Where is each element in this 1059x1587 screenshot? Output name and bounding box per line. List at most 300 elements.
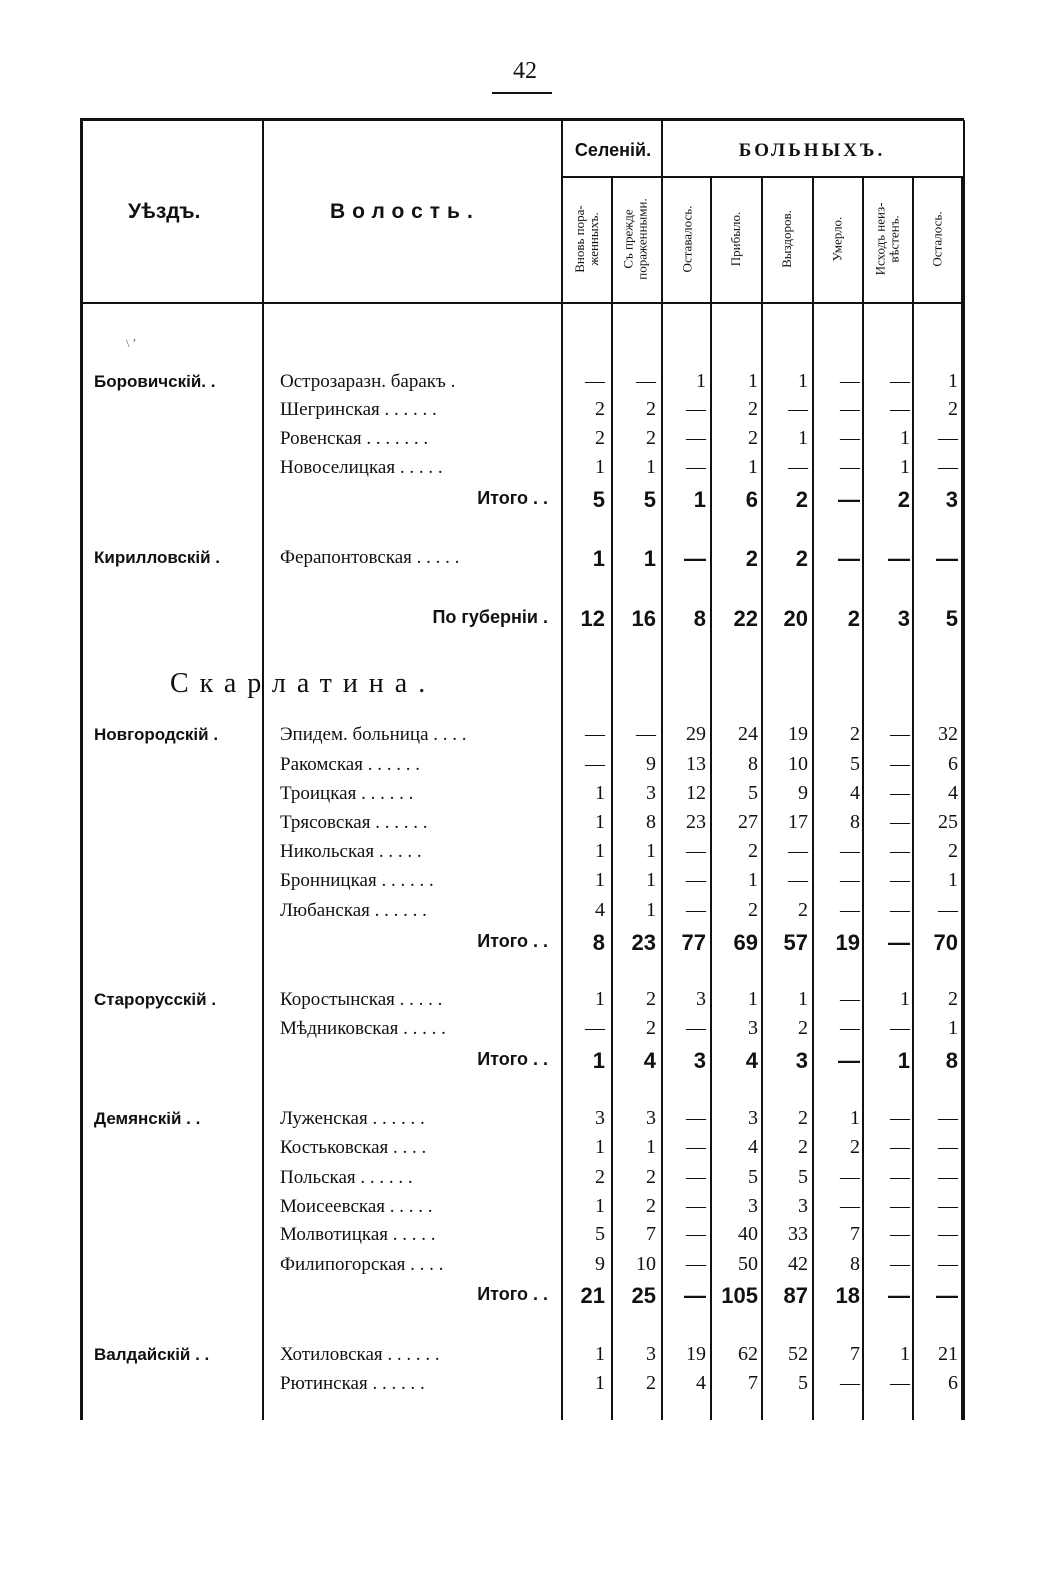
column-header	[612, 180, 660, 298]
cell-value: 2	[646, 988, 656, 1010]
cell-value: 1	[595, 1372, 605, 1394]
uezd-name: Кирилловскій .	[94, 548, 221, 567]
cell-value: —	[936, 1283, 958, 1308]
page-number-rule	[492, 92, 552, 94]
cell-value: 105	[721, 1283, 758, 1308]
total-row	[0, 929, 1059, 957]
cell-value: 2	[748, 398, 758, 420]
cell-value: 5	[595, 1223, 605, 1245]
volost-name: Троицкая . . . . . .	[280, 783, 414, 804]
cell-value: —	[890, 1372, 910, 1394]
cell-value: —	[890, 398, 910, 420]
cell-value: —	[838, 487, 860, 512]
cell-value: —	[890, 1223, 910, 1245]
cell-value: 42	[788, 1253, 808, 1275]
cell-value: 18	[835, 1283, 860, 1308]
cell-value: 24	[738, 723, 758, 745]
cell-value: 3	[748, 1017, 758, 1039]
cell-value: 1	[798, 988, 808, 1010]
cell-value: —	[585, 723, 605, 745]
table-row	[0, 987, 1059, 1015]
cell-value: 5	[798, 1166, 808, 1188]
cell-value: 1	[595, 456, 605, 478]
cell-value: 52	[788, 1343, 808, 1365]
cell-value: 10	[636, 1253, 656, 1275]
cell-value: 7	[850, 1343, 860, 1365]
cell-value: 7	[850, 1223, 860, 1245]
cell-value: —	[890, 370, 910, 392]
cell-value: 2	[798, 899, 808, 921]
table-row	[0, 397, 1059, 425]
volost-name: Острозаразн. баракъ .	[280, 371, 456, 392]
cell-value: 1	[646, 456, 656, 478]
cell-value: —	[890, 1017, 910, 1039]
cell-value: 7	[646, 1223, 656, 1245]
volost-name: Ровенская . . . . . . .	[280, 428, 429, 449]
cell-value: —	[840, 840, 860, 862]
cell-value: 1	[595, 1343, 605, 1365]
cell-value: —	[840, 1017, 860, 1039]
total-row	[0, 1047, 1059, 1075]
cell-value: —	[636, 370, 656, 392]
table-row	[0, 1194, 1059, 1222]
cell-value: 2	[646, 427, 656, 449]
cell-value: —	[938, 1136, 958, 1158]
cell-value: 3	[748, 1107, 758, 1129]
cell-value: —	[686, 1166, 706, 1188]
cell-value: 1	[592, 546, 605, 571]
cell-value: 1	[748, 370, 758, 392]
volost-name: Мѣдниковская . . . . .	[280, 1018, 446, 1039]
cell-value: 32	[938, 723, 958, 745]
cell-value: 3	[646, 1107, 656, 1129]
cell-value: 69	[733, 930, 758, 955]
column-group-rule	[563, 176, 963, 178]
cell-value: —	[686, 869, 706, 891]
table-row	[0, 1371, 1059, 1399]
column-header-label: Вновь пора- женныхъ.	[572, 205, 602, 273]
cell-value: —	[938, 1107, 958, 1129]
cell-value: —	[936, 546, 958, 571]
cell-value: 3	[795, 1048, 808, 1073]
cell-value: —	[840, 899, 860, 921]
cell-value: —	[890, 1253, 910, 1275]
cell-value: —	[585, 370, 605, 392]
cell-value: 17	[788, 811, 808, 833]
cell-value: 8	[748, 753, 758, 775]
cell-value: 1	[897, 1048, 910, 1073]
volost-name: Рютинская . . . . . .	[280, 1373, 425, 1394]
cell-value: —	[888, 546, 910, 571]
cell-value: 5	[592, 487, 605, 512]
cell-value: 77	[681, 930, 706, 955]
header-bolnykh: БОЛЬНЫХЪ.	[738, 140, 886, 161]
cell-value: —	[890, 811, 910, 833]
column-header-label: Выздоров.	[779, 210, 794, 268]
volost-name: Луженская . . . . . .	[280, 1108, 425, 1129]
cell-value: —	[686, 1107, 706, 1129]
cell-value: 1	[900, 1343, 910, 1365]
cell-value: —	[840, 1372, 860, 1394]
volost-name: Шегринская . . . . . .	[280, 399, 437, 420]
table-row	[0, 1342, 1059, 1370]
uezd-name: Демянскій . .	[94, 1109, 201, 1128]
cell-value: 20	[783, 606, 808, 631]
cell-value: 19	[835, 930, 860, 955]
cell-value: 1	[798, 427, 808, 449]
cell-value: —	[788, 398, 808, 420]
cell-value: 8	[693, 606, 706, 631]
cell-value: 2	[646, 1372, 656, 1394]
cell-value: 2	[646, 398, 656, 420]
column-header	[863, 180, 911, 298]
cell-value: 2	[646, 1166, 656, 1188]
cell-value: 2	[798, 1017, 808, 1039]
cell-value: —	[890, 1136, 910, 1158]
table-row	[0, 868, 1059, 896]
volost-name: Любанская . . . . . .	[280, 900, 427, 921]
cell-value: 3	[945, 487, 958, 512]
cell-value: 4	[850, 782, 860, 804]
cell-value: —	[684, 1283, 706, 1308]
cell-value: 3	[693, 1048, 706, 1073]
column-header	[914, 180, 962, 298]
cell-value: 2	[847, 606, 860, 631]
section-title-scarlatina: Скарлатина.	[170, 668, 437, 699]
total-label: Итого . .	[477, 1049, 548, 1069]
cell-value: 4	[595, 899, 605, 921]
cell-value: 3	[646, 782, 656, 804]
cell-value: —	[636, 723, 656, 745]
total-row	[0, 1282, 1059, 1310]
cell-value: —	[838, 1048, 860, 1073]
cell-value: 1	[646, 840, 656, 862]
cell-value: 1	[646, 899, 656, 921]
uezd-name: Валдайскій . .	[94, 1345, 210, 1364]
cell-value: 2	[748, 840, 758, 862]
cell-value: 3	[595, 1107, 605, 1129]
cell-value: 1	[595, 811, 605, 833]
volost-name: Новоселицкая . . . . .	[280, 457, 443, 478]
total-label: Итого . .	[477, 931, 548, 951]
cell-value: 1	[595, 988, 605, 1010]
cell-value: 2	[850, 723, 860, 745]
cell-value: 2	[646, 1017, 656, 1039]
cell-value: 23	[631, 930, 656, 955]
column-header-label: Умерло.	[829, 216, 844, 262]
cell-value: —	[938, 427, 958, 449]
cell-value: 2	[948, 398, 958, 420]
uezd-name: Старорусскій .	[94, 990, 217, 1009]
cell-value: 4	[643, 1048, 656, 1073]
cell-value: 2	[745, 546, 758, 571]
cell-value: —	[788, 869, 808, 891]
volost-name: Костьковская . . . .	[280, 1137, 427, 1158]
cell-value: 5	[748, 782, 758, 804]
volost-name: Молвотицкая . . . . .	[280, 1224, 436, 1245]
cell-value: —	[890, 869, 910, 891]
table-row	[0, 781, 1059, 809]
cell-value: 10	[788, 753, 808, 775]
table-row	[0, 455, 1059, 483]
column-header	[813, 180, 861, 298]
cell-value: 2	[850, 1136, 860, 1158]
cell-value: 21	[938, 1343, 958, 1365]
cell-value: 3	[696, 988, 706, 1010]
cell-value: 8	[945, 1048, 958, 1073]
cell-value: 62	[738, 1343, 758, 1365]
stray-mark: \ ʼ	[126, 336, 137, 350]
cell-value: 70	[933, 930, 958, 955]
table-row	[0, 752, 1059, 780]
cell-value: 2	[595, 398, 605, 420]
cell-value: —	[890, 753, 910, 775]
cell-value: —	[686, 427, 706, 449]
cell-value: 3	[646, 1343, 656, 1365]
table-row	[0, 810, 1059, 838]
table-row	[0, 1252, 1059, 1280]
table-row	[0, 1106, 1059, 1134]
cell-value: 6	[948, 1372, 958, 1394]
cell-value: —	[938, 1195, 958, 1217]
cell-value: 22	[733, 606, 758, 631]
cell-value: 2	[748, 427, 758, 449]
cell-value: —	[686, 1136, 706, 1158]
cell-value: 3	[897, 606, 910, 631]
cell-value: —	[938, 1166, 958, 1188]
cell-value: 1	[595, 782, 605, 804]
cell-value: 23	[686, 811, 706, 833]
table-row	[0, 722, 1059, 750]
uezd-name: Боровичскій. .	[94, 372, 216, 391]
cell-value: 9	[646, 753, 656, 775]
table-top-rule	[80, 118, 964, 121]
cell-value: 4	[748, 1136, 758, 1158]
cell-value: —	[888, 930, 910, 955]
cell-value: —	[840, 370, 860, 392]
total-label: По губерніи .	[432, 607, 548, 627]
cell-value: 29	[686, 723, 706, 745]
cell-value: —	[890, 1107, 910, 1129]
cell-value: 1	[595, 1136, 605, 1158]
total-label: Итого . .	[477, 488, 548, 508]
volost-name: Польская . . . . . .	[280, 1167, 413, 1188]
cell-value: 40	[738, 1223, 758, 1245]
cell-value: 1	[748, 456, 758, 478]
total-row	[0, 486, 1059, 514]
cell-value: 4	[696, 1372, 706, 1394]
cell-value: 1	[643, 546, 656, 571]
volost-name: Трясовская . . . . . .	[280, 812, 428, 833]
cell-value: —	[686, 899, 706, 921]
cell-value: 1	[646, 869, 656, 891]
cell-value: —	[788, 840, 808, 862]
table-row	[0, 898, 1059, 926]
cell-value: —	[686, 456, 706, 478]
cell-value: 3	[798, 1195, 808, 1217]
cell-value: 4	[745, 1048, 758, 1073]
cell-value: 19	[686, 1343, 706, 1365]
column-header-label: Оставалось.	[679, 205, 695, 273]
cell-value: 33	[788, 1223, 808, 1245]
cell-value: 1	[592, 1048, 605, 1073]
volost-name: Филипогорская . . . .	[280, 1254, 444, 1275]
cell-value: 27	[738, 811, 758, 833]
cell-value: —	[585, 1017, 605, 1039]
column-header-label: Съ прежде пораженными.	[621, 198, 651, 280]
cell-value: 2	[798, 1136, 808, 1158]
cell-value: —	[890, 1195, 910, 1217]
cell-value: 1	[693, 487, 706, 512]
cell-value: 1	[948, 370, 958, 392]
cell-value: 19	[788, 723, 808, 745]
cell-value: —	[684, 546, 706, 571]
cell-value: 2	[595, 427, 605, 449]
cell-value: 25	[631, 1283, 656, 1308]
table-row	[0, 545, 1059, 573]
column-header	[563, 180, 611, 298]
table-row	[0, 369, 1059, 397]
cell-value: 7	[748, 1372, 758, 1394]
cell-value: 2	[798, 1107, 808, 1129]
cell-value: 8	[592, 930, 605, 955]
cell-value: —	[840, 869, 860, 891]
column-header	[763, 180, 811, 298]
cell-value: 8	[850, 811, 860, 833]
cell-value: —	[788, 456, 808, 478]
cell-value: 57	[783, 930, 808, 955]
cell-value: 9	[595, 1253, 605, 1275]
cell-value: 8	[850, 1253, 860, 1275]
cell-value: —	[840, 456, 860, 478]
cell-value: 16	[631, 606, 656, 631]
cell-value: 1	[850, 1107, 860, 1129]
cell-value: 2	[948, 988, 958, 1010]
cell-value: —	[890, 899, 910, 921]
cell-value: 13	[686, 753, 706, 775]
volost-name: Эпидем. больница . . . .	[280, 724, 467, 745]
cell-value: 9	[798, 782, 808, 804]
uezd-name: Новгородскій .	[94, 725, 219, 744]
volost-name: Хотиловская . . . . . .	[280, 1344, 440, 1365]
volost-name: Ферапонтовская . . . . .	[280, 547, 460, 568]
total-label: Итого . .	[477, 1284, 548, 1304]
cell-value: 5	[643, 487, 656, 512]
table-header-rule	[80, 302, 964, 304]
cell-value: 87	[783, 1283, 808, 1308]
column-header-label: Осталось.	[930, 211, 945, 267]
volost-name: Коростынская . . . . .	[280, 989, 443, 1010]
cell-value: 1	[900, 988, 910, 1010]
cell-value: —	[840, 1166, 860, 1188]
cell-value: 1	[900, 456, 910, 478]
cell-value: 12	[686, 782, 706, 804]
header-seleniy: Селеній.	[574, 140, 652, 160]
cell-value: 25	[938, 811, 958, 833]
cell-value: 4	[948, 782, 958, 804]
volost-name: Бронницкая . . . . . .	[280, 870, 434, 891]
cell-value: 2	[948, 840, 958, 862]
cell-value: 3	[748, 1195, 758, 1217]
cell-value: —	[888, 1283, 910, 1308]
cell-value: 1	[948, 869, 958, 891]
cell-value: —	[838, 546, 860, 571]
cell-value: 1	[595, 869, 605, 891]
cell-value: 2	[595, 1166, 605, 1188]
cell-value: —	[686, 1223, 706, 1245]
cell-value: 21	[580, 1283, 605, 1308]
page-number: 42	[513, 58, 537, 84]
column-header	[712, 180, 760, 298]
column-header-label: Прибыло.	[728, 211, 743, 267]
cell-value: 5	[945, 606, 958, 631]
cell-value: —	[890, 782, 910, 804]
table-row	[0, 1016, 1059, 1044]
cell-value: 1	[900, 427, 910, 449]
cell-value: 5	[748, 1166, 758, 1188]
cell-value: —	[585, 753, 605, 775]
cell-value: —	[840, 988, 860, 1010]
table-row	[0, 839, 1059, 867]
table-row	[0, 1135, 1059, 1163]
cell-value: 1	[595, 1195, 605, 1217]
volost-name: Никольская . . . . .	[280, 841, 422, 862]
cell-value: —	[686, 398, 706, 420]
cell-value: 1	[595, 840, 605, 862]
column-header	[663, 180, 711, 298]
cell-value: 12	[580, 606, 605, 631]
header-uezd: Уѣздъ.	[128, 200, 201, 223]
cell-value: —	[890, 723, 910, 745]
cell-value: —	[938, 456, 958, 478]
cell-value: —	[840, 398, 860, 420]
cell-value: 1	[748, 988, 758, 1010]
volost-name: Моисеевская . . . . .	[280, 1196, 433, 1217]
cell-value: —	[686, 840, 706, 862]
cell-value: 5	[850, 753, 860, 775]
cell-value: —	[938, 899, 958, 921]
cell-value: 2	[795, 546, 808, 571]
cell-value: —	[938, 1253, 958, 1275]
cell-value: —	[840, 1195, 860, 1217]
cell-value: 2	[795, 487, 808, 512]
cell-value: 8	[646, 811, 656, 833]
table-row	[0, 1222, 1059, 1250]
cell-value: —	[890, 840, 910, 862]
cell-value: —	[840, 427, 860, 449]
cell-value: 1	[646, 1136, 656, 1158]
cell-value: 2	[897, 487, 910, 512]
volost-name: Ракомская . . . . . .	[280, 754, 420, 775]
cell-value: 1	[948, 1017, 958, 1039]
cell-value: 1	[798, 370, 808, 392]
header-volost: Волость.	[330, 200, 480, 223]
cell-value: —	[890, 1166, 910, 1188]
cell-value: 2	[748, 899, 758, 921]
cell-value: 2	[646, 1195, 656, 1217]
cell-value: 50	[738, 1253, 758, 1275]
cell-value: 1	[748, 869, 758, 891]
total-row	[0, 605, 1059, 633]
table-row	[0, 426, 1059, 454]
cell-value: 6	[745, 487, 758, 512]
cell-value: —	[686, 1017, 706, 1039]
cell-value: 5	[798, 1372, 808, 1394]
cell-value: 1	[696, 370, 706, 392]
table-row	[0, 1165, 1059, 1193]
cell-value: —	[686, 1195, 706, 1217]
cell-value: —	[686, 1253, 706, 1275]
